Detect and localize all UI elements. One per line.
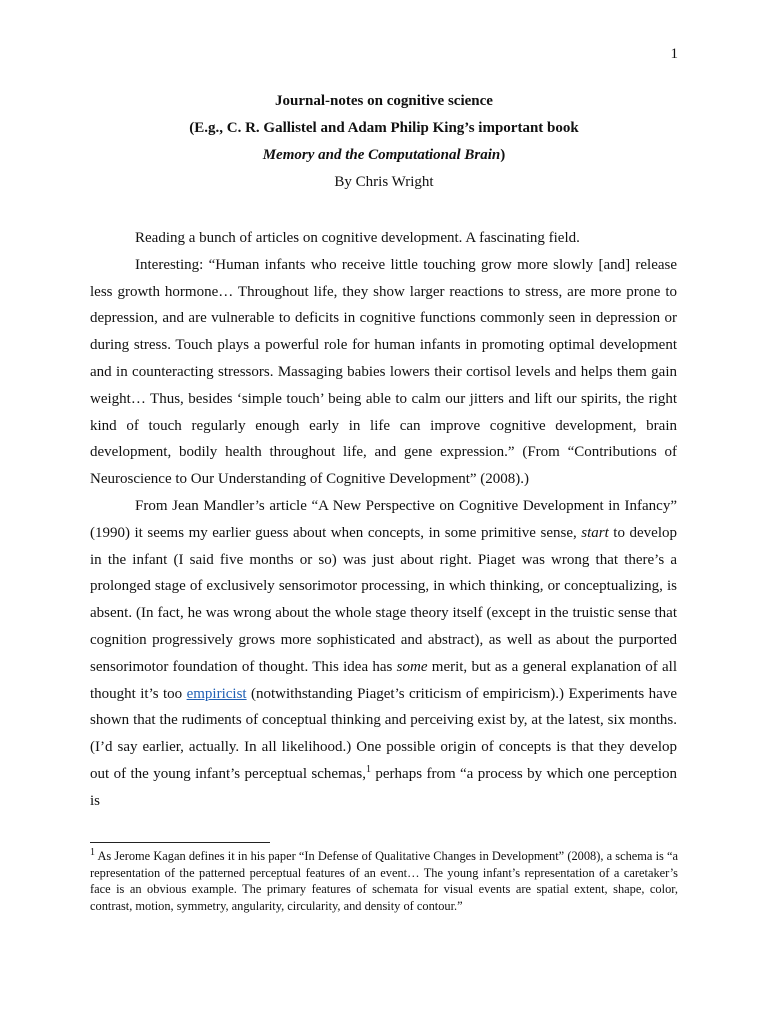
footnote-text: As Jerome Kagan defines it in his paper “In Defense of Qualitative Changes in Development” (2008), a schema is “a representation of the patterned perceptual features of an event… The young infant’s representation of a caretaker’s face is an obvious example. The primary features of schemata for visual events are spatial extent, shape, color, contrast, motion, symmetry, angularity, circularity, and density of contour.” [90, 849, 678, 913]
book-title: Memory and the Computational Brain [262, 147, 501, 163]
page-number: 1 [670, 46, 678, 62]
paragraph-3-text: perhaps from “a process by which one perception is [90, 765, 677, 809]
paragraph-3 [90, 493, 677, 815]
author-byline: By Chris Wright [334, 174, 434, 190]
footnote-reference[interactable]: 1 [365, 763, 371, 775]
paragraph-2: Interesting: “Human infants who receive little touching grow more slowly [and] release less growth hormone… Throughout life, they show larger reactions to stress, are more prone to depression, and are vulnerable to deficits in cognitive functions commonly seen in depression or during stress. Touch plays a powerful role for human infants in promoting optimal development and in counteracting stressors. Massaging babies lowers their cortisol levels and helps them gain weight… Thus, besides ‘simple touch’ being able to calm our jitters and lift our spirits, the right kind of touch regularly enough early in life can improve cognitive development, brain development, bodily health throughout life, and gene expression.” (From “Contributions of Neuroscience to Our Understanding of Cognitive Development” (2008).) [90, 256, 677, 488]
document-title: Journal-notes on cognitive science [275, 93, 493, 109]
footnote-marker: 1 [90, 846, 95, 858]
book-close-paren: ) [500, 147, 506, 163]
empiricist-link[interactable]: empiricist [186, 685, 247, 702]
emphasis-some: some [396, 658, 428, 675]
paragraph-1: Reading a bunch of articles on cognitive development. A fascinating field. [135, 230, 580, 246]
book-title-line [90, 147, 678, 164]
paragraph-3-text: (notwithstanding Piaget’s criticism of empiricism).) Experiments have shown that the rudiments of conceptual thinking and perceiving exist by, at the latest, six months. (I’d say earlier, actually. In all likelihood.) One possible origin of concepts is that they develop out of the young infant’s perceptual schemas, [90, 685, 677, 782]
footnote [90, 848, 678, 914]
document-subtitle: (E.g., C. R. Gallistel and Adam Philip King’s important book [189, 120, 579, 136]
emphasis-start: start [581, 524, 609, 541]
paragraph-3-text: From Jean Mandler’s article “A New Perspective on Cognitive Development in Infancy” (1990) it seems my earlier guess about when concepts, in some primitive sense, [90, 497, 677, 541]
body-text [90, 225, 677, 815]
paragraph-3-text: merit, but as a general explanation of all thought it’s too [90, 658, 677, 702]
footnote-divider [90, 842, 270, 843]
paragraph-3-text: to develop in the infant (I said five months or so) was just about right. Piaget was wrong that there’s a prolonged stage of exclusively sensorimotor processing, in which thinking, or conceptualizing, is absent. (In fact, he was wrong about the whole stage theory itself (except in the truistic sense that cognition progressively grows more sophisticated and abstract), as well as about the purported sensorimotor foundation of thought. This idea has [90, 524, 677, 675]
